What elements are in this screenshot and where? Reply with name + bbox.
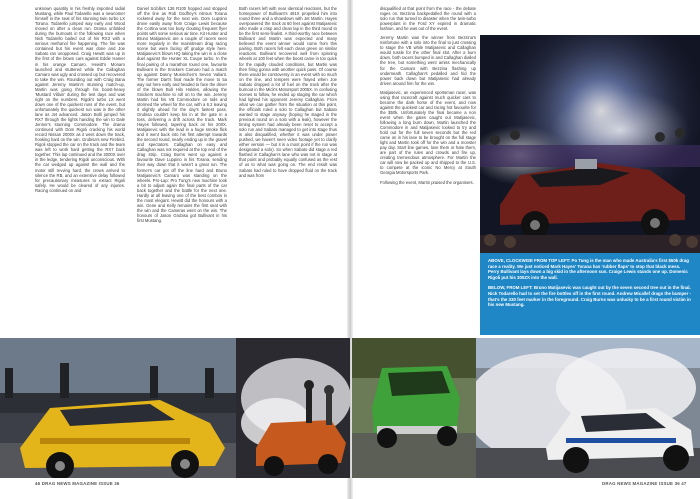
article-paragraph: Following the event, Martin praised the organisers. <box>380 179 474 185</box>
article-paragraph: Jeremy Martin was the winner from Bezzina's misfortune with a solo into the final to just crossing to stage the VB while Matijasevic and Callaghan would tussle for the other final slot. After a burn down, both racers bumped in and Callaghan dialled the tree, but something went amiss mechanically for the Camaro with Bezzina flashing up underneath. Callaghan's pedalled and hid the power back down but Matijasevic had already driven around him for the win. <box>380 35 476 86</box>
caption-lead-above: ABOVE, CLOCKWISE FROM TOP LEFT: <box>488 258 571 263</box>
caption-lead-below: BELOW, FROM LEFT: <box>488 285 533 291</box>
caption-paragraph-below <box>488 285 692 307</box>
article-paragraph: Matijasevic, an experienced sportsman racer, was using that racecraft against much quicker cars to become the dark horse of the event, and now against the quickest car and racing hot favourite for the $50k. Unfortunately the final became a non event when the gates caught out Matijasevic, following a long burn down, Martin launched the Commodore in and Matijasevic looked to try and hold out for the full seven seconds but the red came on in his lane to be brought on the full stage light and Martin took off for the win and a monster pay day. Start line games, love them or hate them, are part of the rules and crowds and fire up, creating tremendous atmosphere. For Martin the car will now be packed up and shipped to the U.S. to compete at the iconic No Mercy at South Georgia Motorsports Park. <box>380 89 476 176</box>
article-paragraph: disqualified at that point from the race - the debate rages on. Bezzina backpedalled the round with a solo run that turned to disaster when the twin-turbo powerplant in the Ford XY expired in dramatic fashion, and he was out of the event. <box>380 6 476 32</box>
yellow-car-illustration <box>0 338 236 478</box>
article-paragraph: unknown quantity in his freshly imported radial Mustang, while Paul Todarello was a newcomer himself in the seat of his stunning twin turbo LX Torana. Todarello jumped way early and Wood moved on after a clean run. Drama unfolded during the burnouts in the following race when Nick Todarello bailed out of his RX3 with a serious methanol fire happening. The fire was contained but his event was done and Joe Sabato ran unopposed. Craig Hewitt was up in the first of the blown cars against Eddie Hamer in his orange Camaro. Hewitt's Monaro launched and stuttered while the Callaghan Camaro was ugly and crossed up but recovered to take the win. Rounding out with Craig Bana against Jeremy Martin's stunning match-up, Martin was going through his boost-heavy 'Mustard Villain' during the test days and was right on the numbers. Rigoli's turbo LX went down one of the quickest runs of the event, but unfortunately the quickest run was in the other lane as Jet advanced. Jason Bolli jumped his RX7 through the lights handing the win to Dale Jenner's stunning Commodore. The drama continued with Dom Rigoli cracking his world record Nissan 2000X as it went down the track, hooking hard on the win. Grubisa's new Firebird. Rigoli stopped the car on the track and the team was left to work hard getting the RX7 back together. This lap continued and the 2000X over in the ledge, tendering Rigoli unconscious. With the car wedged up against the wall and the motor still revving hard, the crews arrived to silence the RB, and an extensive delay followed for precautionary measures to extract Rigoli safely. He would be cleared of any injuries. Racing continued on and <box>35 6 125 193</box>
article-column-4 <box>380 6 476 331</box>
yellow-car-photo <box>0 338 236 478</box>
caption-body-below: Bruno Matijasevic was caught out by the seven second tree out in the final. Nick Todarello had to set the fire bottles off in the first round. Andrew Micallef drags the bumper - that's the 330 feet marker in the foreground. Craig Burns was unlucky to be a first round victim in his new Mustang. <box>488 285 691 308</box>
folio-right: DRAG NEWS MAGAZINE ISSUE 36 47 <box>602 481 687 486</box>
burnout-night-photo <box>480 35 700 253</box>
article-column-2 <box>137 6 227 331</box>
photo-caption-box <box>480 253 700 335</box>
burnout-smoke-photo <box>476 338 700 478</box>
burnout-night-illustration <box>480 35 700 253</box>
caption-paragraph-above <box>488 258 692 280</box>
article-paragraph: Both racers left with near identical reactions, but the horsepower of Bullivant's 481X propelled him into round three and a showdown with Jet Martin. Hayes overpowered the track at 60 feet against Matijasevic who made a crisp and clean lap in the third round to be the first semi-finalist. A third-worthy race between Bullivant and Martin was expected and many believed the event winner would come from this pairing. Both racers felt each clean green on similar reactions. Bullivant recovered well from spinning wheels at 100 feet when the boost came in too quick for the rapidly clouded conditions, but Martin was then firing gonna with another quick pass. Of course there would be controversy in an event with so much on the line, and tempers were frayed when Joe Sabato dropped a lot of fuel on the track after the burnout in the Mick's Motorsport 2005X. In confusing scenes to follow, he ended up staging the car which had lighted his opponent Jeremy Callaghan. From what we can gather from the situation at this point, the officials ruled a solo to Callaghan but Sabato wanted to stage anyway (hoping he staged in the previous round on a solo with a leak), however the timing system had already been reset to accept a solo run and Sabato managed to get into stage thus is also disqualified, whether it was under power pushed, we haven't seen video footage yet to clarify either version — but it is a moot point if the run was designated a solo). So when Sabato did stage a red flashed in Callaghan's lane who was not in stage at that point and probably equally confused as the rest of us to what was going on. The end result was Sabato had ruled to have dropped fluid on the track and was from <box>239 6 337 178</box>
burnout-smoke-illustration <box>476 338 700 478</box>
article-column-1 <box>35 6 125 331</box>
green-car-illustration <box>352 338 476 478</box>
green-car-photo <box>352 338 476 478</box>
fire-extinguish-photo <box>236 338 350 478</box>
caption-body-above: Po Tung is the man who made Australia's first $50k drag race a reality. We just noticed Mark Hayes' Torana has 'rubber flaps' to stop that black mess. Perry Bullivant lays down a big skid in the afternoon sun. Craige Lewis stands one up. Domenic Rigoli put his 300ZX into the wall. <box>488 258 689 280</box>
article-column-3 <box>239 6 337 331</box>
article-paragraph: Daniel Sciblla's 138 R100 hopped and stopped off the line as Rob Godfrey's nitrous Torana rocketed away for the next win. Dom Lupoino drove easily away from Craige Lewis because the Cortina was too busy clouting frequent flyer points with some serious air time. Kit Hunter and Bruno Matijasevic are a couple of racers seen more regularly in the mainstream drag racing scene but were facing off grudge style here. Matijasevic's blown HQ taking the win in a close duel against the Hunter XL Coupe turbo. In the final pairing of a marathon round one, favourite Bullivant in the Snickers Camaro had a match up against Danny Musinchen's Seven Valiant. The former Dart's final made the move to 5a way out here early and headed to face the driver of the blown Bull Hilo Holden, allowing the Snickers machine to roll on to the win. Jeremy Martin had his VB Commodore on rails and stormed the wheel for the car, with a 6.2 leaving it slightly ahead for the day's fastest pass. Grubisa couldn't keep his in at the gate in a toss, delivering a drift across the track. Mark Hayes followed, tapering back on his 200X. Matijasevic with the lead in a huge smoke flick and it went back into his first attempt towards the second round, nearly ending up in the gravel and spectators. Callaghan on easy and Callaghan was not required at the top end of the drag strip. Craig Burns went up against a favourite Dave Luppino in his Torana, sending their way down that it wasn't a great run. The former's car got off the line hard and Bruno Matijasevic's Camaro was standing on the wheels. Pro-Lap: Pro Tung's new machine took a bit to adjust again the final parts of the car back together and the battle for the next one. Hardly at all leaving one of the best combos in the most elegant. Hewitt did the honours with a win. Gene and Kelly remains the first seat with the win and the Cameras went on the win. The honours of Jason Grubisa got Bullivant in his first Mustang. <box>137 6 227 223</box>
fire-extinguish-illustration <box>236 338 350 478</box>
folio-left: 46 DRAG NEWS MAGAZINE ISSUE 36 <box>35 481 120 486</box>
